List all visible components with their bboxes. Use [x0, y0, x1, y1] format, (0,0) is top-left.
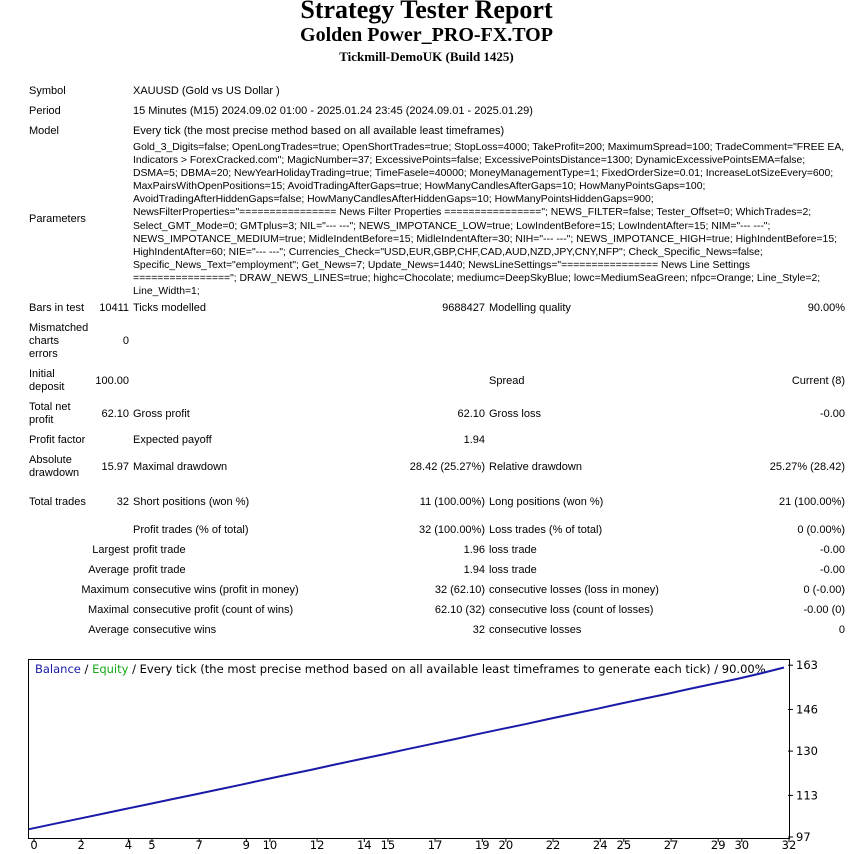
- period-label: Period: [29, 104, 61, 117]
- absdd-label: Absolute drawdown: [29, 454, 80, 480]
- x-tick-label: 9: [242, 838, 251, 851]
- average-loss-label: loss trade: [489, 563, 537, 576]
- report-server: Tickmill-DemoUK (Build 1425): [339, 49, 514, 64]
- x-tick-label: 10: [262, 838, 278, 851]
- pf-label: Profit factor: [29, 433, 86, 446]
- x-tick-label: 24: [592, 838, 608, 851]
- y-tick-label: 130: [796, 744, 818, 759]
- deposit-value: 100.00: [95, 374, 129, 387]
- largest-loss-value: -0.00: [819, 543, 846, 556]
- max-losses-value: 0 (-0.00): [803, 583, 846, 596]
- long-value: 21 (100.00%): [778, 495, 846, 508]
- ticks-value: 9688427: [442, 301, 485, 314]
- trades-value: 32: [116, 495, 129, 508]
- x-tick-label: 30: [734, 838, 750, 851]
- deposit-label: Initial deposit: [29, 368, 65, 394]
- y-tick-label: 97: [796, 830, 811, 844]
- caption-equity: Equity: [92, 662, 129, 676]
- bars-label: Bars in test: [29, 301, 85, 314]
- max-profit-label: consecutive profit (count of wins): [133, 603, 294, 616]
- expayoff-value: 1.94: [463, 433, 485, 446]
- max-profit-value: 62.10 (32): [434, 603, 485, 616]
- avg-label: Average: [88, 623, 129, 636]
- quality-label: Modelling quality: [489, 301, 571, 314]
- model-value: Every tick (the most precise method based on all available least timeframes): [133, 124, 505, 137]
- period-value: 15 Minutes (M15) 2024.09.02 01:00 - 2025.01.24 23:45 (2024.09.01 - 2025.01.29): [133, 104, 533, 117]
- long-label: Long positions (won %): [489, 495, 604, 508]
- largest-profit-value: 1.96: [463, 543, 485, 556]
- caption-method: / Every tick (the most precise method based on all available least timeframes to generate each tick) / 90.00%: [128, 662, 766, 676]
- report-subtitle: Golden Power_PRO-FX.TOP: [300, 24, 553, 46]
- average-loss-value: -0.00: [819, 563, 846, 576]
- x-tick-label: 20: [498, 838, 514, 851]
- avg-losses-value: 0: [838, 623, 846, 636]
- ptrades-value: 32 (100.00%): [418, 523, 485, 536]
- x-tick-label: 32: [781, 838, 797, 851]
- mismatch-label: Mismatched charts errors: [29, 321, 89, 360]
- x-tick-label: 19: [474, 838, 490, 851]
- x-tick-label: 0: [30, 838, 38, 851]
- average-label: Average: [88, 563, 129, 576]
- x-tick-label: 29: [710, 838, 726, 851]
- y-tick-label: 146: [796, 702, 818, 717]
- max-losses-label: consecutive losses (loss in money): [489, 583, 659, 596]
- maximum-label: Maximum: [81, 583, 129, 596]
- maximal-label: Maximal: [88, 603, 129, 616]
- average-profit-value: 1.94: [463, 563, 485, 576]
- x-tick-label: 15: [380, 838, 396, 851]
- expayoff-label: Expected payoff: [133, 433, 212, 446]
- absdd-value: 15.97: [101, 460, 129, 473]
- ptrades-label: Profit trades (% of total): [133, 523, 249, 536]
- balance-series-line: [29, 668, 784, 830]
- short-label: Short positions (won %): [133, 495, 250, 508]
- avg-wins-label: consecutive wins: [133, 623, 217, 636]
- maxdd-label: Maximal drawdown: [133, 460, 228, 473]
- symbol-label: Symbol: [29, 84, 66, 97]
- spread-label: Spread: [489, 374, 525, 387]
- max-wins-value: 32 (62.10): [434, 583, 485, 596]
- parameters-label: Parameters: [29, 213, 86, 226]
- reldd-label: Relative drawdown: [489, 460, 582, 473]
- x-tick-label: 22: [545, 838, 561, 851]
- max-loss-label: consecutive loss (count of losses): [489, 603, 654, 616]
- reldd-value: 25.27% (28.42): [769, 460, 846, 473]
- trades-label: Total trades: [29, 495, 86, 508]
- average-profit-label: profit trade: [133, 563, 186, 576]
- ltrades-value: 0 (0.00%): [797, 523, 846, 536]
- max-wins-label: consecutive wins (profit in money): [133, 583, 299, 596]
- caption-separator: /: [80, 662, 93, 676]
- x-tick-label: 12: [309, 838, 325, 851]
- ticks-label: Ticks modelled: [133, 301, 206, 314]
- largest-label: Largest: [92, 543, 129, 556]
- ltrades-label: Loss trades (% of total): [489, 523, 603, 536]
- netprofit-label: Total net profit: [29, 401, 71, 427]
- grossloss-label: Gross loss: [489, 407, 541, 420]
- report-title: Strategy Tester Report: [300, 0, 553, 24]
- largest-loss-label: loss trade: [489, 543, 537, 556]
- model-label: Model: [29, 124, 59, 137]
- symbol-value: XAUUSD (Gold vs US Dollar ): [133, 84, 280, 97]
- max-loss-value: -0.00 (0): [803, 603, 846, 616]
- avg-losses-label: consecutive losses: [489, 623, 582, 636]
- bars-value: 10411: [99, 301, 129, 314]
- x-tick-label: 25: [616, 838, 632, 851]
- mismatch-value: 0: [122, 334, 129, 347]
- y-tick-label: 163: [796, 658, 818, 673]
- largest-profit-label: profit trade: [133, 543, 186, 556]
- grossloss-value: -0.00: [819, 407, 846, 420]
- x-tick-label: 27: [663, 838, 679, 851]
- x-tick-label: 14: [356, 838, 372, 851]
- x-tick-label: 17: [427, 838, 443, 851]
- maxdd-value: 28.42 (25.27%): [409, 460, 485, 473]
- x-tick-label: 7: [195, 838, 203, 851]
- x-tick-label: 5: [148, 838, 156, 851]
- x-tick-label: 2: [77, 838, 85, 851]
- quality-value: 90.00%: [807, 301, 846, 314]
- short-value: 11 (100.00%): [419, 495, 485, 508]
- x-tick-label: 4: [124, 838, 133, 851]
- grossprofit-label: Gross profit: [133, 407, 190, 420]
- y-tick-label: 113: [796, 788, 818, 803]
- avg-wins-value: 32: [472, 623, 485, 636]
- grossprofit-value: 62.10: [457, 407, 485, 420]
- netprofit-value: 62.10: [101, 407, 129, 420]
- caption-balance: Balance: [35, 662, 81, 676]
- spread-value: Current (8): [791, 374, 846, 387]
- parameters-value: Gold_3_Digits=false; OpenLongTrades=true; OpenShortTrades=true; StopLoss=4000; TakeProfit=200; MaximumSpread=100; TradeComment="FREE EA, Indicators > ForexCracked.com"; MagicNumber=37; ExcessivePoints=false; ExcessivePointsDistance=1300; DynamicExcessivePointsEMA=false; DSMA=5; DBMA=20; NewYearHolidayTrading=true; TimeFasele=40000; MoneyManagementType=1; FixedOrderSize=0.01; IncreaseLotSizeEvery=600; MaxPairsWithOpenPositions=15; AvoidTradingAfterGaps=true; HowManyCandlesAfterGaps=10; HowManyPointsGaps=100; AvoidTradingAfterHiddenGaps=false; HowManyCandlesAfterHiddenGaps=10; HowManyPointsHiddenGaps=900; NewsFilterProperties="================ News Filter Properties ================"; NEWS_FILTER=false; Tester_Offset=0; WhichTrades=2; Select_GMT_Mode=0; GMTplus=3; NIL="--- ---"; NEWS_IMPOTANCE_LOW=true; LowIndentBefore=15; LowIndentAfter=15; NIM="--- ---"; NEWS_IMPOTANCE_MEDIUM=true; MidleIndentBefore=15; MidleIndentAfter=30; NIH="--- ---"; NEWS_IMPOTANCE_HIGH=true; HighIndentBefore=15; HighIndentAfter=60; NIE="--- ---"; Currencies_Check="USD,EUR,GBP,CHF,CAD,AUD,NZD,JPY,CNY,NFP"; Check_Specific_News=false; Specific_News_Text="employment"; Get_News=7; Update_News=1440; NewsLineSettings="================ News Line Settings ================"; DRAW_NEWS_LINES=true; highc=Chocolate; mediumc=DeepSkyBlue; lowc=MediumSeaGreen; nfpc=Orange; Line_Style=2; Line_Width=1;: [133, 142, 845, 298]
